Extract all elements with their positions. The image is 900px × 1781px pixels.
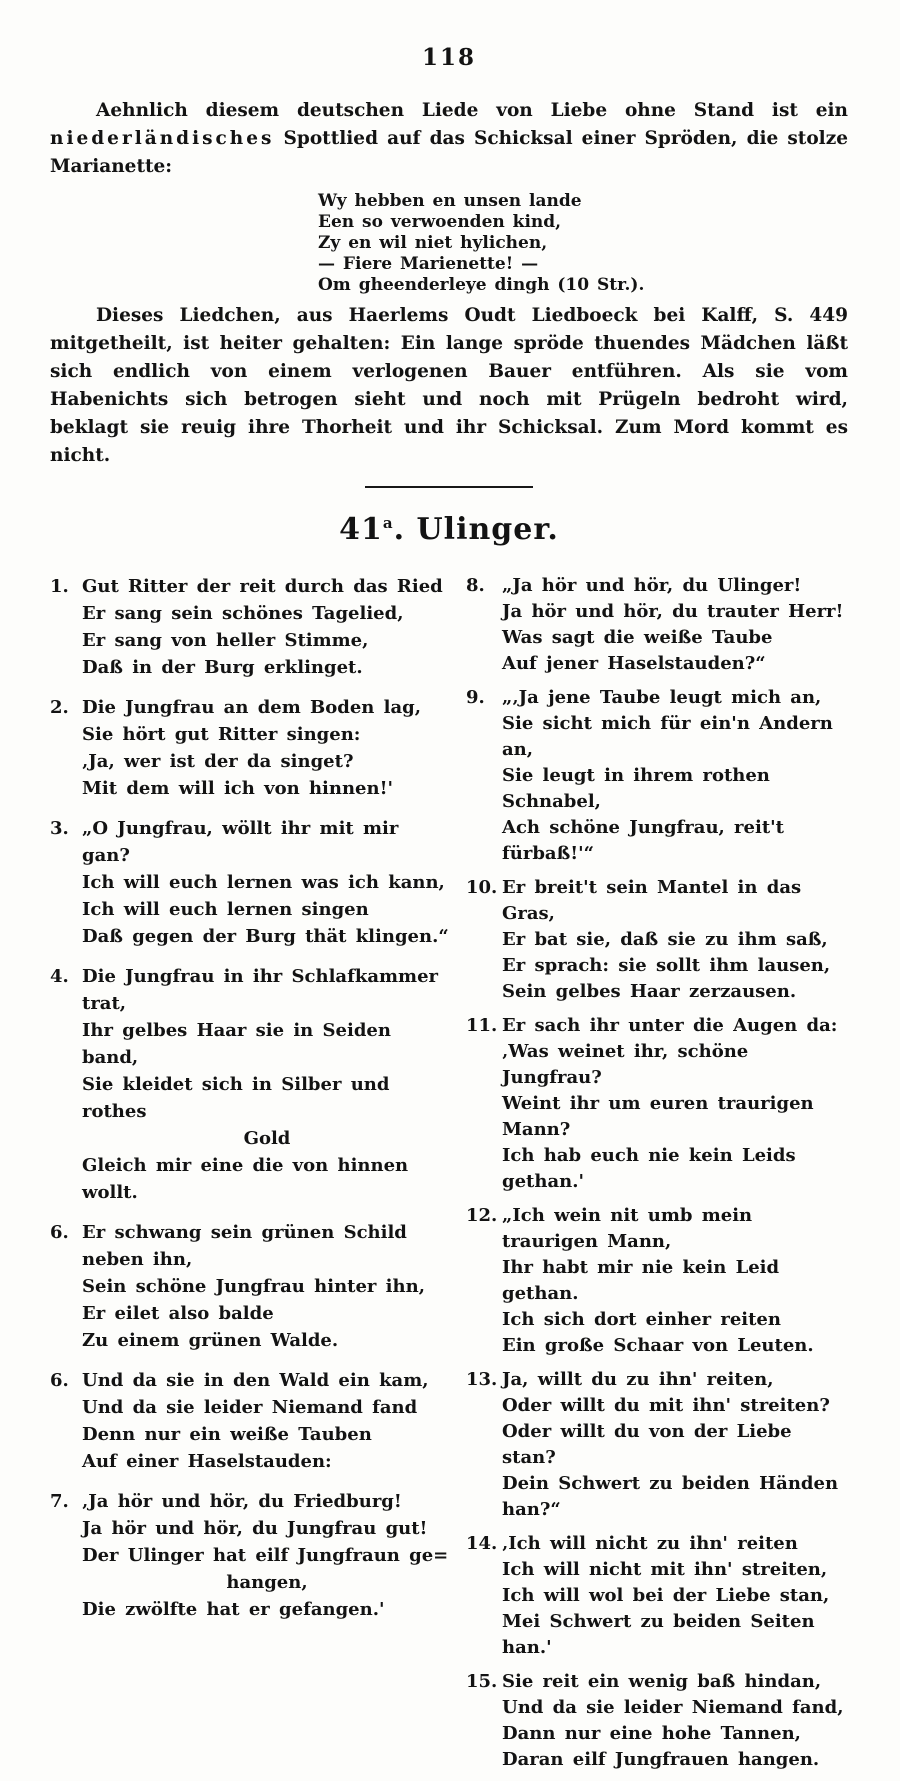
intro-paragraph-1	[50, 97, 848, 181]
verse-line: Sie leugt in ihrem rothen Schnabel,	[502, 765, 770, 812]
stanza	[50, 1219, 452, 1354]
stanza-lines	[82, 1488, 452, 1623]
verse-line: Ich will nicht mit ihn' streiten,	[502, 1559, 828, 1580]
verse-line: hangen,	[226, 1572, 308, 1593]
verse-line: Denn nur ein weiße Tauben	[82, 1424, 372, 1445]
song-title-number: 41	[339, 512, 383, 547]
verse-column-left	[50, 573, 452, 1781]
verse-line: Er sang von heller Stimme,	[82, 630, 369, 651]
stanza-number: 1.	[50, 576, 69, 597]
stanza-number: 13.	[466, 1369, 498, 1390]
verse-line: Er breit't sein Mantel in das Gras,	[502, 877, 802, 924]
intro-paragraph-2: Dieses Liedchen, aus Haerlems Oudt Liedboeck bei Kalff, S. 449 mitgetheilt, ist heiter gehalten: Ein lange spröde thuendes Mädchen läßt sich endlich von einem verlogenen Bauer entführen. Als sie vom Habenichts sich betrogen sieht und noch mit Prügeln bedroht wird, beklagt sie reuig ihre Thorheit und ihr Schicksal. Zum Mord kommt es nicht.	[50, 305, 848, 466]
stanza-number: 9.	[466, 687, 485, 708]
verse-line: Sie sicht mich für ein'n Andern an,	[502, 713, 833, 760]
verse-line: Ich will euch lernen was ich kann,	[82, 872, 445, 893]
stanza-number: 14.	[466, 1533, 498, 1554]
verse-line: „Ja hör und hör, du Ulinger!	[502, 575, 802, 596]
intro-paragraph-1-text: Aehnlich diesem deutschen Liede von Liebe ohne Stand ist ein	[96, 100, 848, 121]
stanza	[466, 1367, 848, 1523]
verse-line: Die Jungfrau in ihr Schlafkammer trat,	[82, 966, 439, 1014]
stanza-number: 2.	[50, 697, 69, 718]
page-number: 118	[421, 44, 476, 71]
stanza-lines	[82, 573, 452, 681]
verse-line: ‚Ja hör und hör, du Friedburg!	[82, 1491, 402, 1512]
verse-line: Oder willt du von der Liebe stan?	[502, 1421, 792, 1468]
verse-line: Ja hör und hör, du trauter Herr!	[502, 601, 844, 622]
verse-line: Daß in der Burg erklinget.	[82, 657, 363, 678]
verse-line: Mei Schwert zu beiden Seiten han.'	[502, 1611, 815, 1658]
stanza-number: 12.	[466, 1205, 498, 1226]
dutch-quote-block	[318, 191, 848, 296]
stanza	[466, 875, 848, 1005]
verse-columns	[50, 573, 848, 1781]
song-title-superscript: a	[382, 514, 394, 532]
stanza-lines	[82, 694, 452, 802]
verse-line: Sein gelbes Haar zerzausen.	[502, 981, 797, 1002]
stanza-lines	[82, 963, 452, 1206]
verse-line: „O Jungfrau, wöllt ihr mit mir gan?	[82, 818, 399, 866]
verse-line: Und da sie leider Niemand fand,	[502, 1697, 844, 1718]
verse-line: Er schwang sein grünen Schild neben ihn,	[82, 1222, 407, 1270]
stanza	[466, 573, 848, 677]
verse-line: Auf einer Haselstauden:	[82, 1451, 332, 1472]
stanza	[466, 1013, 848, 1195]
verse-line: Er sprach: sie sollt ihm lausen,	[502, 955, 831, 976]
verse-line: Sie kleidet sich in Silber und rothes	[82, 1074, 390, 1122]
stanza-number: 10.	[466, 877, 498, 898]
quote-line: Zy en wil niet hylichen,	[318, 233, 548, 253]
stanza-number: 7.	[50, 1491, 69, 1512]
stanza-number: 11.	[466, 1015, 498, 1036]
verse-line: Die Jungfrau an dem Boden lag,	[82, 697, 422, 718]
stanza-lines	[82, 1219, 452, 1354]
stanza-lines	[502, 685, 848, 867]
verse-line: „Ich wein nit umb mein traurigen Mann,	[502, 1205, 753, 1252]
stanza-number: 6.	[50, 1222, 69, 1243]
verse-line: Auf jener Haselstauden?“	[502, 653, 766, 674]
verse-line: Und da sie in den Wald ein kam,	[82, 1370, 429, 1391]
stanza-lines	[502, 875, 848, 1005]
stanza	[50, 694, 452, 802]
verse-line: Dann nur eine hohe Tannen,	[502, 1723, 801, 1744]
verse-line: Oder willt du mit ihn' streiten?	[502, 1395, 830, 1416]
intro-paragraph-1-tail: Spottlied auf das Schicksal einer Spröden, die stolze Marianette:	[50, 128, 848, 177]
verse-line: Er bat sie, daß sie zu ihm saß,	[502, 929, 828, 950]
verse-line: Ein große Schaar von Leuten.	[502, 1335, 814, 1356]
stanza	[466, 1203, 848, 1359]
verse-line: Ich sich dort einher reiten	[502, 1309, 781, 1330]
stanza	[466, 685, 848, 867]
intro-paragraph-1-spaced-word: niederländisches	[50, 128, 275, 149]
stanza-number: 15.	[466, 1671, 498, 1692]
verse-line: Ihr gelbes Haar sie in Seiden band,	[82, 1020, 391, 1068]
verse-line: Daran eilf Jungfrauen hangen.	[502, 1749, 820, 1770]
verse-line: ‚Was weinet ihr, schöne Jungfrau?	[502, 1041, 749, 1088]
stanza	[50, 1367, 452, 1475]
verse-line: Er eilet also balde	[82, 1303, 274, 1324]
stanza	[50, 573, 452, 681]
song-title-name: . Ulinger.	[393, 512, 559, 547]
verse-line: Gut Ritter der reit durch das Ried	[82, 576, 443, 597]
stanza	[466, 1531, 848, 1661]
song-title	[50, 512, 848, 547]
verse-line: Ich hab euch nie kein Leids gethan.'	[502, 1145, 796, 1192]
stanza	[50, 815, 452, 950]
verse-line: Ja, willt du zu ihn' reiten,	[502, 1369, 774, 1390]
stanza-lines	[502, 1013, 848, 1195]
stanza	[466, 1669, 848, 1773]
stanza-lines	[502, 573, 848, 677]
stanza-lines	[82, 1367, 452, 1475]
stanza-number: 4.	[50, 966, 69, 987]
stanza-number: 6.	[50, 1370, 69, 1391]
stanza-lines	[502, 1367, 848, 1523]
stanza-lines	[502, 1669, 848, 1773]
section-divider	[365, 486, 533, 488]
verse-line: Ach schöne Jungfrau, reit't fürbaß!'“	[502, 817, 784, 864]
verse-line: Gold	[243, 1128, 291, 1149]
verse-line: Ich will wol bei der Liebe stan,	[502, 1585, 830, 1606]
quote-line: — Fiere Marienette! —	[318, 254, 539, 274]
stanza-lines	[502, 1203, 848, 1359]
verse-line: ‚Ja, wer ist der da singet?	[82, 751, 354, 772]
verse-line: Der Ulinger hat eilf Jungfraun ge=	[82, 1545, 449, 1566]
stanza-lines	[82, 815, 452, 950]
verse-line: ‚Ich will nicht zu ihn' reiten	[502, 1533, 798, 1554]
quote-line: Om gheenderleye dingh (10 Str.).	[318, 275, 645, 295]
verse-line: Sie hört gut Ritter singen:	[82, 724, 361, 745]
verse-line: Ihr habt mir nie kein Leid gethan.	[502, 1257, 780, 1304]
stanza	[50, 963, 452, 1206]
verse-line: Was sagt die weiße Taube	[502, 627, 773, 648]
verse-line: Er sang sein schönes Tagelied,	[82, 603, 404, 624]
quote-line: Wy hebben en unsen lande	[318, 191, 582, 211]
stanza	[50, 1488, 452, 1623]
stanza-lines	[502, 1531, 848, 1661]
verse-line: Mit dem will ich von hinnen!'	[82, 778, 393, 799]
verse-line: Weint ihr um euren traurigen Mann?	[502, 1093, 814, 1140]
verse-line: Die zwölfte hat er gefangen.'	[82, 1599, 385, 1620]
verse-line: Und da sie leider Niemand fand	[82, 1397, 418, 1418]
verse-line: Daß gegen der Burg thät klingen.“	[82, 926, 449, 947]
verse-line: Sein schöne Jungfrau hinter ihn,	[82, 1276, 425, 1297]
verse-line: Zu einem grünen Walde.	[82, 1330, 339, 1351]
verse-line: Gleich mir eine die von hinnen wollt.	[82, 1155, 409, 1203]
verse-line: Ich will euch lernen singen	[82, 899, 369, 920]
stanza-number: 8.	[466, 575, 485, 596]
quote-line: Een so verwoenden kind,	[318, 212, 562, 232]
verse-line: Ja hör und hör, du Jungfrau gut!	[82, 1518, 428, 1539]
verse-line: Dein Schwert zu beiden Händen han?“	[502, 1473, 839, 1520]
verse-line: Sie reit ein wenig baß hindan,	[502, 1671, 822, 1692]
verse-line: „‚Ja jene Taube leugt mich an,	[502, 687, 822, 708]
stanza-number: 3.	[50, 818, 69, 839]
verse-column-right	[466, 573, 848, 1781]
verse-line: Er sach ihr unter die Augen da:	[502, 1015, 838, 1036]
